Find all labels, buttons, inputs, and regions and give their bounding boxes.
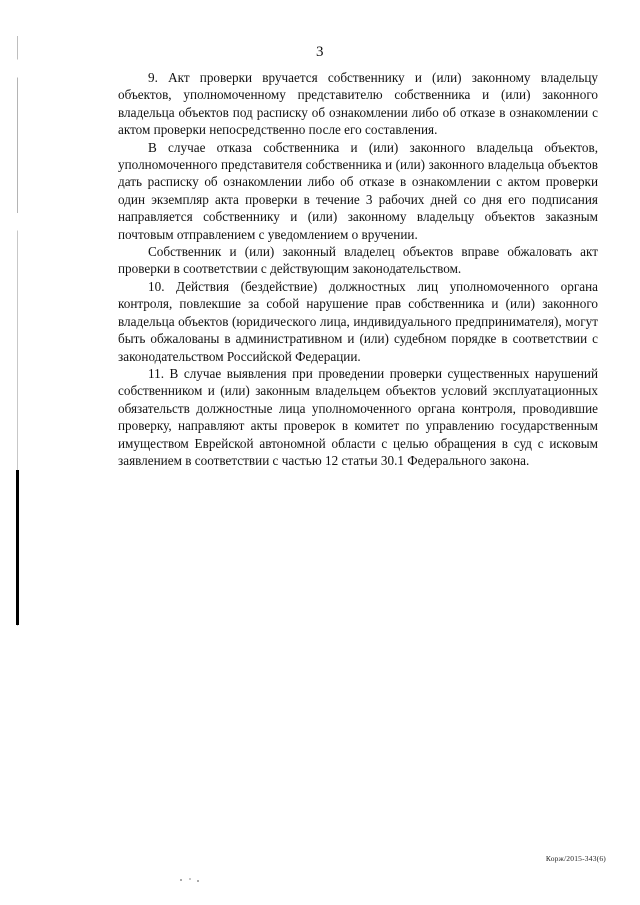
scan-edge-bar [16,470,19,625]
paragraph-10: 10. Действия (бездействие) должностных лиц уполномоченного органа контроля, повлекшие за собой нарушение прав собственника и (или) законного владельца объектов (юридического лица, индивидуального предпринимателя), могут быть обжалованы в административном и (или) судебном порядке в соответствии с законодательством Российской Федерации. [118,278,598,364]
paragraph-appeal-act: Собственник и (или) законный владелец объектов вправе обжаловать акт проверки в соответствии с действующим законодательством. [118,244,598,277]
document-body [118,69,598,469]
page-number: 3 [316,44,324,60]
paragraph-9: 9. Акт проверки вручается собственнику и (или) законному владельцу объектов, уполномоченному представителю собственника и (или) законного владельца объектов под расписку об ознакомлении либо об отказе в ознакомлении с актом проверки непосредственно после его составления. [118,70,598,138]
paragraph-11: 11. В случае выявления при проведении проверки существенных нарушений собственником и (или) законным владельцем объектов условий эксплуатационных обязательств должностные лица уполномоченного органа контроля, проводившие проверку, направляют акты проверок в комитет по управлению государственным имуществом Еврейской автономной области с целью обращения в суд с исковым заявлением в соответствии с частью 12 статьи 30.1 Федерального закона. [118,365,598,468]
paragraph-refusal: В случае отказа собственника и (или) законного владельца объектов, уполномоченного представителя собственника и (или) законного владельца объектов дать расписку об ознакомлении либо об отказе в ознакомлении с актом проверки один экземпляр акта проверки в течение 3 рабочих дней со дня его подписания направляется собственнику и (или) законному владельцу объектов заказным почтовым отправлением с уведомлением о вручении. [118,139,598,242]
scan-noise-speck [178,877,206,883]
document-code: Корж/2015-343(6) [545,854,606,863]
